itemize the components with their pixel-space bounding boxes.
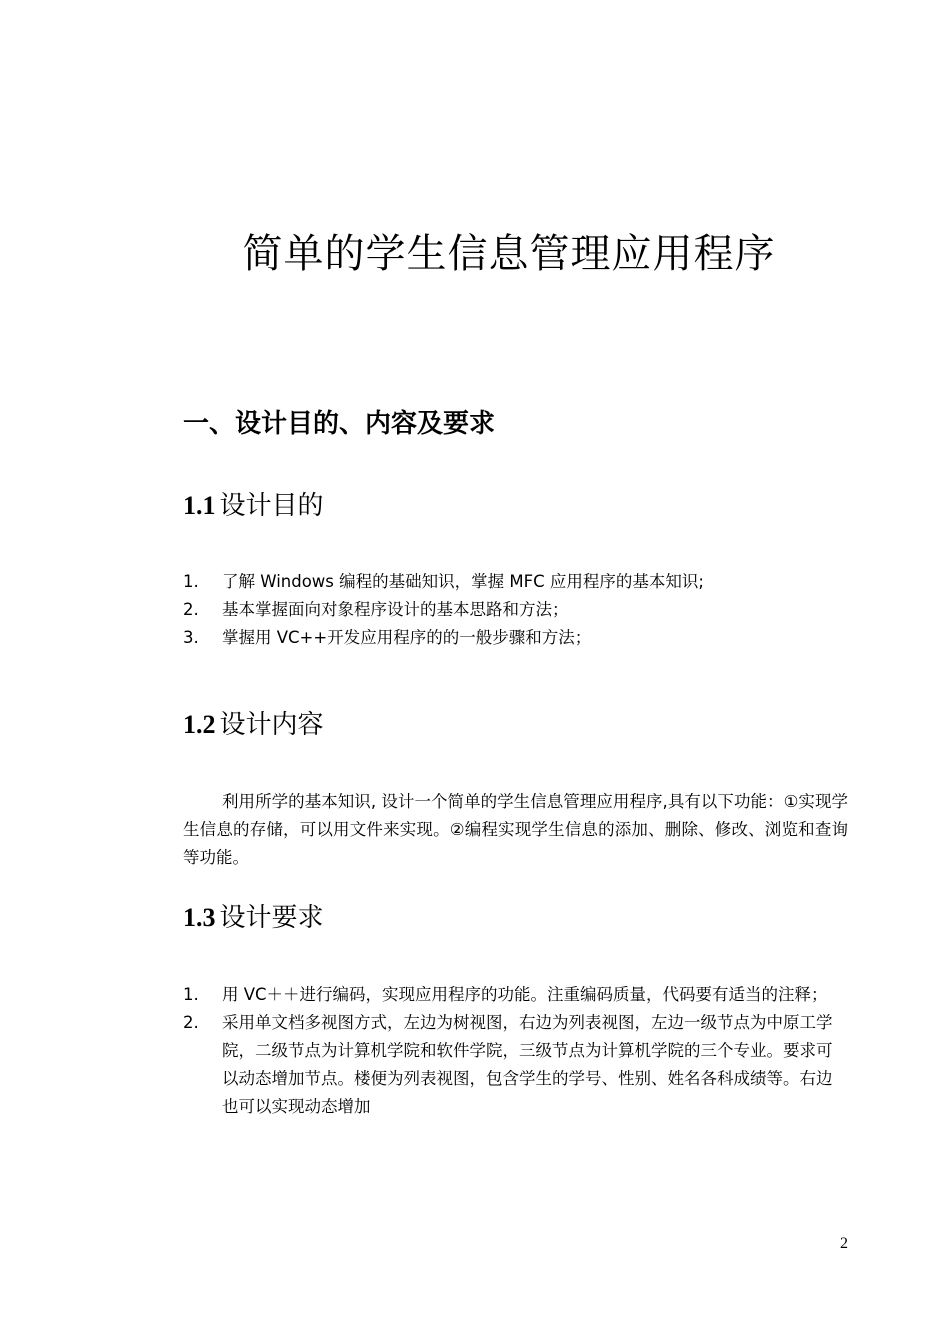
subsection-number: 1.3	[183, 903, 216, 932]
list-item	[183, 624, 848, 652]
subsection-heading-1-3	[183, 898, 324, 938]
list-item-text: 用 VC＋＋进行编码，实现应用程序的功能。注重编码质量，代码要有适当的注释；	[222, 985, 828, 1004]
list-marker: 2.	[183, 600, 199, 619]
list-item-text: 基本掌握面向对象程序设计的基本思路和方法；	[222, 600, 569, 619]
list-marker: 3.	[183, 628, 199, 647]
subsection-number: 1.1	[183, 491, 216, 520]
section-heading-1: 一、设计目的、内容及要求	[183, 409, 496, 439]
subsection-title: 设计目的	[219, 491, 324, 521]
list-marker: 1.	[183, 572, 199, 591]
subsection-heading-1-2	[183, 705, 324, 745]
list-marker: 2.	[183, 1013, 199, 1032]
subsection-heading-1-1	[183, 486, 324, 526]
list-item	[183, 981, 848, 1009]
subsection-title: 设计要求	[219, 903, 324, 933]
list-item	[183, 568, 848, 596]
subsection-number: 1.2	[183, 710, 216, 739]
subsection-title: 设计内容	[219, 710, 324, 740]
page-number: 2	[840, 1235, 848, 1252]
list-item-text: 采用单文档多视图方式，左边为树视图，右边为列表视图，左边一级节点为中原工学院，二级节点为计算机学院和软件学院，三级节点为计算机学院的三个专业。要求可以动态增加节点。楼便为列表视图，包含学生的学号、性别、姓名各科成绩等。右边也可以实现动态增加	[222, 1013, 833, 1116]
list-marker: 1.	[183, 985, 199, 1004]
design-purpose-list	[183, 568, 848, 652]
list-item	[183, 1009, 848, 1121]
design-content-paragraph: 利用所学的基本知识, 设计一个简单的学生信息管理应用程序,具有以下功能：①实现学生信息的存储，可以用文件来实现。②编程实现学生信息的添加、删除、修改、浏览和查询等功能。	[183, 792, 848, 867]
list-item-text: 掌握用 VC++开发应用程序的的一般步骤和方法；	[222, 628, 592, 647]
design-requirements-list	[183, 981, 848, 1121]
list-item-text: 了解 Windows 编程的基础知识，掌握 MFC 应用程序的基本知识;	[222, 572, 704, 591]
document-title: 简单的学生信息管理应用程序	[242, 231, 776, 277]
list-item	[183, 596, 848, 624]
